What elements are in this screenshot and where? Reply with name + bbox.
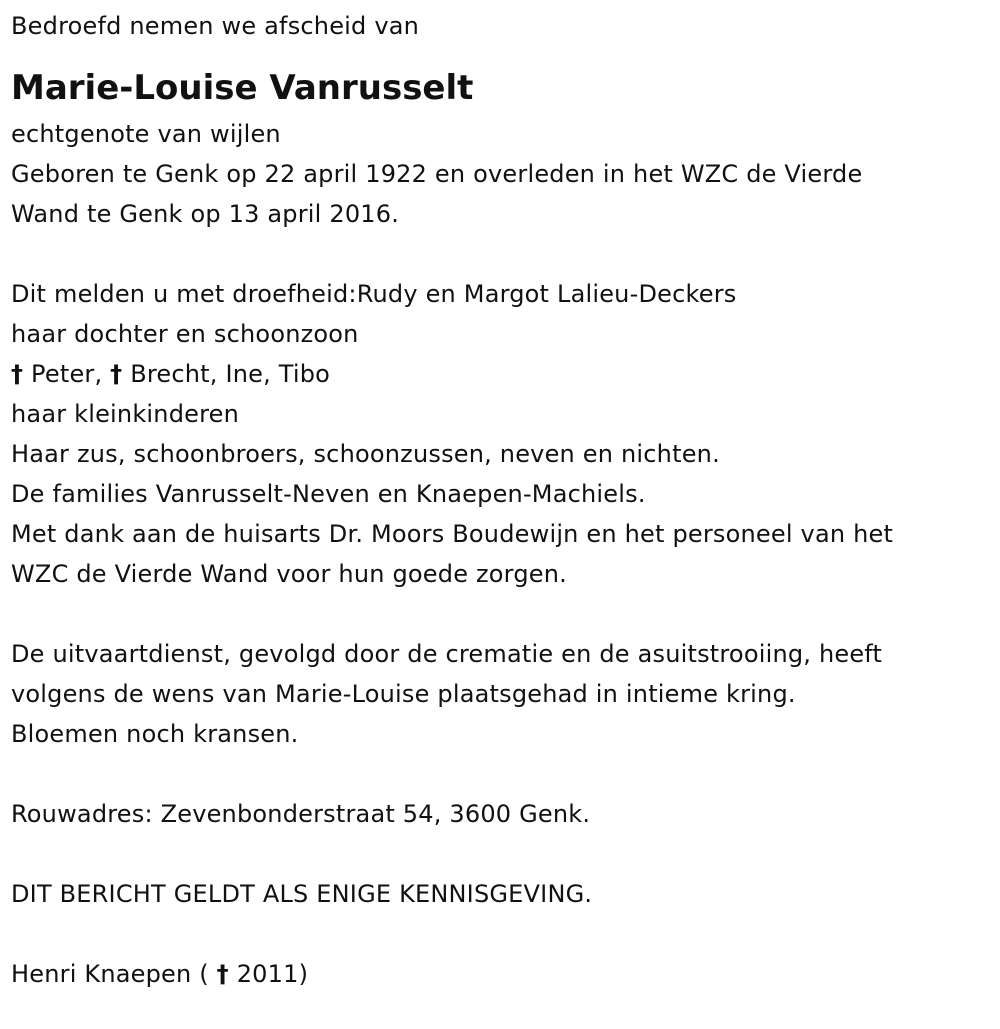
- grandchild-names-rest: Brecht, Ine, Tibo: [130, 360, 331, 388]
- intro-text: Bedroefd nemen we afscheid van: [11, 12, 420, 40]
- relation-text: echtgenote van wijlen: [11, 120, 281, 148]
- address-text: Rouwadres: Zevenbonderstraat 54, 3600 Genk.: [11, 800, 591, 828]
- spouse-name: Henri Knaepen (: [11, 960, 209, 988]
- grandchild-name: Peter,: [31, 360, 103, 388]
- cross-icon: †: [216, 960, 229, 988]
- spouse-death-year: 2011): [236, 960, 309, 988]
- spouse-text: [11, 954, 991, 994]
- notice-text: DIT BERICHT GELDT ALS ENIGE KENNISGEVING.: [11, 880, 593, 908]
- service-line-1: De uitvaartdienst, gevolgd door de crematie en de asuitstrooiing, heeft: [11, 640, 883, 668]
- spacer: [11, 754, 991, 794]
- cross-icon: †: [11, 360, 24, 388]
- spacer: [11, 834, 991, 874]
- grandchildren-names: [11, 354, 991, 394]
- service-line-3: Bloemen noch kransen.: [11, 720, 299, 748]
- birth-death-line-1: Geboren te Genk op 22 april 1922 en overleden in het WZC de Vierde: [11, 160, 863, 188]
- deceased-name: Marie-Louise Vanrusselt: [11, 68, 474, 108]
- announce-text: Dit melden u met droefheid:Rudy en Margot Lalieu-Deckers: [11, 280, 737, 308]
- thanks-line-2: WZC de Vierde Wand voor hun goede zorgen.: [11, 560, 567, 588]
- birth-death-line-2: Wand te Genk op 13 april 2016.: [11, 200, 400, 228]
- spacer: [11, 234, 991, 274]
- daughter-label: haar dochter en schoonzoon: [11, 320, 359, 348]
- grandchildren-label: haar kleinkinderen: [11, 400, 240, 428]
- relatives-text: Haar zus, schoonbroers, schoonzussen, neven en nichten.: [11, 440, 720, 468]
- families-text: De families Vanrusselt-Neven en Knaepen-Machiels.: [11, 480, 646, 508]
- obituary-notice: [11, 6, 991, 994]
- spacer: [11, 914, 991, 954]
- service-line-2: volgens de wens van Marie-Louise plaatsgehad in intieme kring.: [11, 680, 796, 708]
- thanks-line-1: Met dank aan de huisarts Dr. Moors Boudewijn en het personeel van het: [11, 520, 894, 548]
- cross-icon: †: [110, 360, 123, 388]
- spacer: [11, 594, 991, 634]
